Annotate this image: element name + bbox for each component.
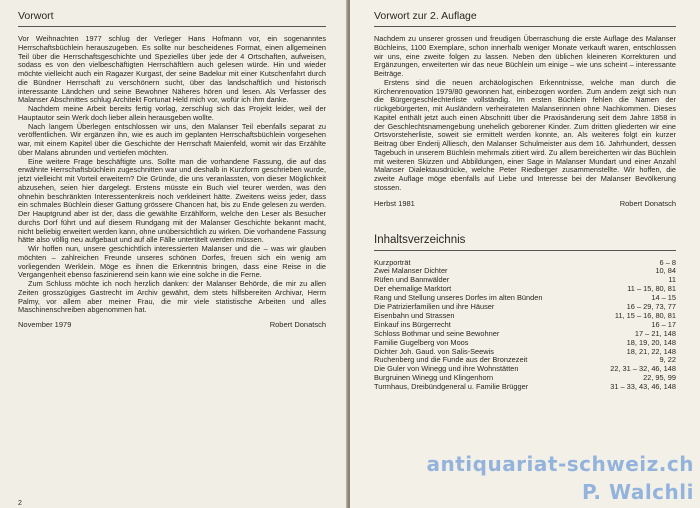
left-author: Robert Donatsch	[269, 320, 326, 329]
toc-row	[374, 383, 676, 392]
toc-entry-pages: 17 – 21, 148	[634, 328, 676, 338]
toc-entry-pages: 11, 15 – 16, 80, 81	[614, 310, 676, 320]
toc-entry-title: Kurzporträt	[374, 257, 411, 267]
toc-entry-title: Familie Gugelberg von Moos	[374, 337, 469, 347]
left-signature	[18, 320, 326, 329]
toc-entry-pages: 10, 84	[655, 266, 676, 276]
toc-entry-title: Schloss Bothmar und seine Bewohner	[374, 328, 500, 338]
left-body	[18, 35, 326, 315]
left-paragraph: Eine weitere Frage beschäftigte uns. Sollte man die vorhandene Fassung, die auf das erwähnte Herrschaftsbüchlein zugeschnitten war und deshalb in Kurzform geschrieben wurde, jetzt vielleicht mit Vorteil erweitern? Die Gründe, die uns veranlassten, von dieser Möglichkeit abzusehen, seien hier dargelegt. Erstens müsste ein Buch viel teurer werden, was den ohnehin beschränkten Interessentenkreis noch verkleinert hätte. Zweitens weiss jeder, dass ein schmales Büchlein dieser Gattung grössere Chancen hat, bis zu Ende gelesen zu werden. Der Hauptgrund aber ist der, dass die gewählte Erzählform, welche den Leser als Besucher durchs Dorf führt und auf diesem Rundgang mit der Malanser Geschichte bekannt macht, nicht beliebig erweitert werden kann, ohne unübersichtlich zu wirken. Die vorhandene Fassung hätte also völlig neu aufgebaut und auf alle Fälle untertitelt werden müssen.	[18, 156, 326, 245]
right-heading-rule	[374, 26, 676, 27]
left-page	[0, 0, 348, 508]
left-heading-rule	[18, 26, 326, 27]
right-signature	[374, 199, 676, 208]
toc-entry-title: Dichter Joh. Gaud. von Salis-Seewis	[374, 346, 494, 356]
toc-entry-title: Die Guler von Winegg und ihre Wohnstätten	[374, 364, 519, 374]
left-paragraph: Wir hoffen nun, unsere geschichtlich interessierten Malanser und die – was wir glauben möchten – zahlreichen Freunde unseres schönen Dorfes, freuen sich ein wenig am vorliegenden Werklein. Möge es ihnen die Erkenntnis bringen, dass eine Reise in die Vergangenheit ebenso faszinierend sein kann wie eine solche in die Ferne.	[18, 244, 326, 280]
toc-entry-title: Rang und Stellung unseres Dorfes im alten Bünden	[374, 293, 543, 303]
table-of-contents	[374, 259, 676, 393]
toc-entry-pages: 31 – 33, 43, 46, 148	[610, 382, 676, 392]
right-body	[374, 35, 676, 193]
left-paragraph: Nach langem Überlegen entschlossen wir uns, den Malanser Teil ebenfalls separat zu veröffentlichen. Wir ergänzen ihn, wie es auch im geplanten Herrschaftsbüchlein vorgesehen war, mit einem Kapitel über die Geschichte der Herrschaft Maienfeld, womit wir das Erzählte über Malans abrunden und vertiefen möchten.	[18, 121, 326, 157]
toc-entry-title: Einkauf ins Bürgerrecht	[374, 319, 451, 329]
toc-entry-pages: 16 – 29, 73, 77	[626, 302, 676, 312]
toc-entry-title: Der ehemalige Marktort	[374, 284, 452, 294]
right-heading: Vorwort zur 2. Auflage	[374, 10, 477, 22]
right-author: Robert Donatsch	[619, 198, 676, 208]
left-paragraph: Zum Schluss möchte ich noch herzlich danken: der Malanser Behörde, die mir zu allen Zeiten grosszügiges Gastrecht im Archiv gewährt, dem stets hilfsbereiten Archivar, Herrn Palmy, vor allem aber meiner Frau, die mir viele statistische Arbeiten und alles Maschinenschreiben abgenommen hat.	[18, 279, 326, 315]
toc-title: Inhaltsverzeichnis	[374, 233, 466, 246]
left-date: November 1979	[18, 320, 72, 329]
toc-entry-title: Ruchenberg und die Funde aus der Bronzezeit	[374, 355, 528, 365]
left-heading: Vorwort	[18, 10, 54, 22]
left-paragraph: Nachdem meine Arbeit bereits fertig vorlag, zerschlug sich das Projekt leider, weil der Hauptautor sein Werk doch lieber allein herausgeben wollte.	[18, 104, 326, 122]
toc-entry-title: Turmhaus, Dreibündgeneral u. Familie Brügger	[374, 382, 529, 392]
toc-entry-pages: 16 – 17	[651, 319, 676, 329]
left-paragraph: Vor Weihnachten 1977 schlug der Verleger Hans Hofmann vor, ein sogenanntes Herrschaftsbüchlein herauszugeben. Es sollte nur bescheidenes Format, einen allgemeinen Teil über die Herrschaftsgeschichte und Spezielles über jede der 4 Ortschaften, aufweisen, sodass es von den vielbeschäftigten Herrschäftlern auch gelesen würde. Hin und wieder möchte vielleicht auch ein Ragazer Kurgast, der seine Badekur mit einer Kutschenfahrt durch die Bündner Herrschaft zu verschönern sucht, über das landschaftlich und historisch interessante Ländchen und seine Bewohner Näheres hören und lesen. Als Verfasser des Malanser Abschnittes schlug Architekt Fortunat Held mich vor, wofür ich ihm danke.	[18, 34, 326, 105]
toc-entry-title: Rüfen und Bannwälder	[374, 275, 450, 285]
toc-entry-pages: 22, 95, 99	[643, 373, 676, 383]
toc-entry-title: Burgruinen Winegg und Klingenhorn	[374, 373, 494, 383]
toc-entry-pages: 22, 31 – 32, 46, 148	[610, 364, 676, 374]
toc-rule	[374, 250, 676, 251]
watermark-line-1: antiquariat-schweiz.ch	[426, 452, 694, 476]
toc-entry-pages: 18, 19, 20, 148	[626, 337, 676, 347]
right-paragraph: Erstens sind die neuen archäologischen Erkenntnisse, welche man durch die Kirchenrenovation 1979/80 gewonnen hat, einbezogen worden. Zum andern zeigt sich nun die Bürgergeschlechterliste vollständig. Im ersten Büchlein fehlen die Namen der rückgebürgerten, mit Ausländern verheirateten Malanserinnen ohne Nachkommen. Dieses Kapitel enthält jetzt auch einen Abschnitt über die Praxisänderung seit dem Jahre 1858 in der Geschlechtsnamengebung unehelich geborener Kinder. Zum dritten gliederten wir eine Ortsvorsteherliste, soweit sie ermittelt werden konnte, an. Als weiteres folgt ein kurzer Beitrag über Enderij Alliesch, den Malanser Schulmeister aus dem 16. Jahrhundert, dessen Tagebuch in unserem Büchlein mehrmals zitiert wird. Zu allem bereicherten wir das Büchlein mit weiteren Skizzen und Abbildungen, einer Sage in Malanser Mundart und einer Anzahl Malanser Dialektausdrücke, welche Peter Riedberger zusammenstellte. Wir hoffen, die zweite Auflage möge ebenfalls auf Liebe und Interesse bei der Malanser Bevölkerung stossen.	[374, 77, 676, 192]
toc-entry-pages: 11	[668, 275, 676, 285]
right-page	[350, 0, 700, 508]
toc-entry-pages: 6 – 8	[659, 257, 676, 267]
right-date: Herbst 1981	[374, 198, 415, 208]
toc-entry-title: Zwei Malanser Dichter	[374, 266, 448, 276]
toc-entry-pages: 11 – 15, 80, 81	[627, 284, 676, 294]
left-page-number: 2	[18, 500, 22, 507]
watermark-line-2: P. Walchli	[581, 480, 694, 504]
toc-entry-pages: 14 – 15	[651, 293, 676, 303]
toc-entry-pages: 9, 22	[659, 355, 676, 365]
right-paragraph: Nachdem zu unserer grossen und freudigen Überraschung die erste Auflage des Malanser Büchleins, 1100 Exemplare, schon innerhalb weniger Monate verkauft waren, entschlossen wir uns, eine zweite folgen zu lassen. Neben den üblichen kleineren Korrekturen und Ergänzungen, erweiterten wir das neue Büchlein um einige – wie uns scheint – interessante Beiträge.	[374, 34, 676, 78]
toc-entry-pages: 18, 21, 22, 148	[626, 346, 676, 356]
toc-entry-title: Die Patrizierfamilien und ihre Häuser	[374, 302, 495, 312]
toc-entry-title: Eisenbahn und Strassen	[374, 310, 455, 320]
